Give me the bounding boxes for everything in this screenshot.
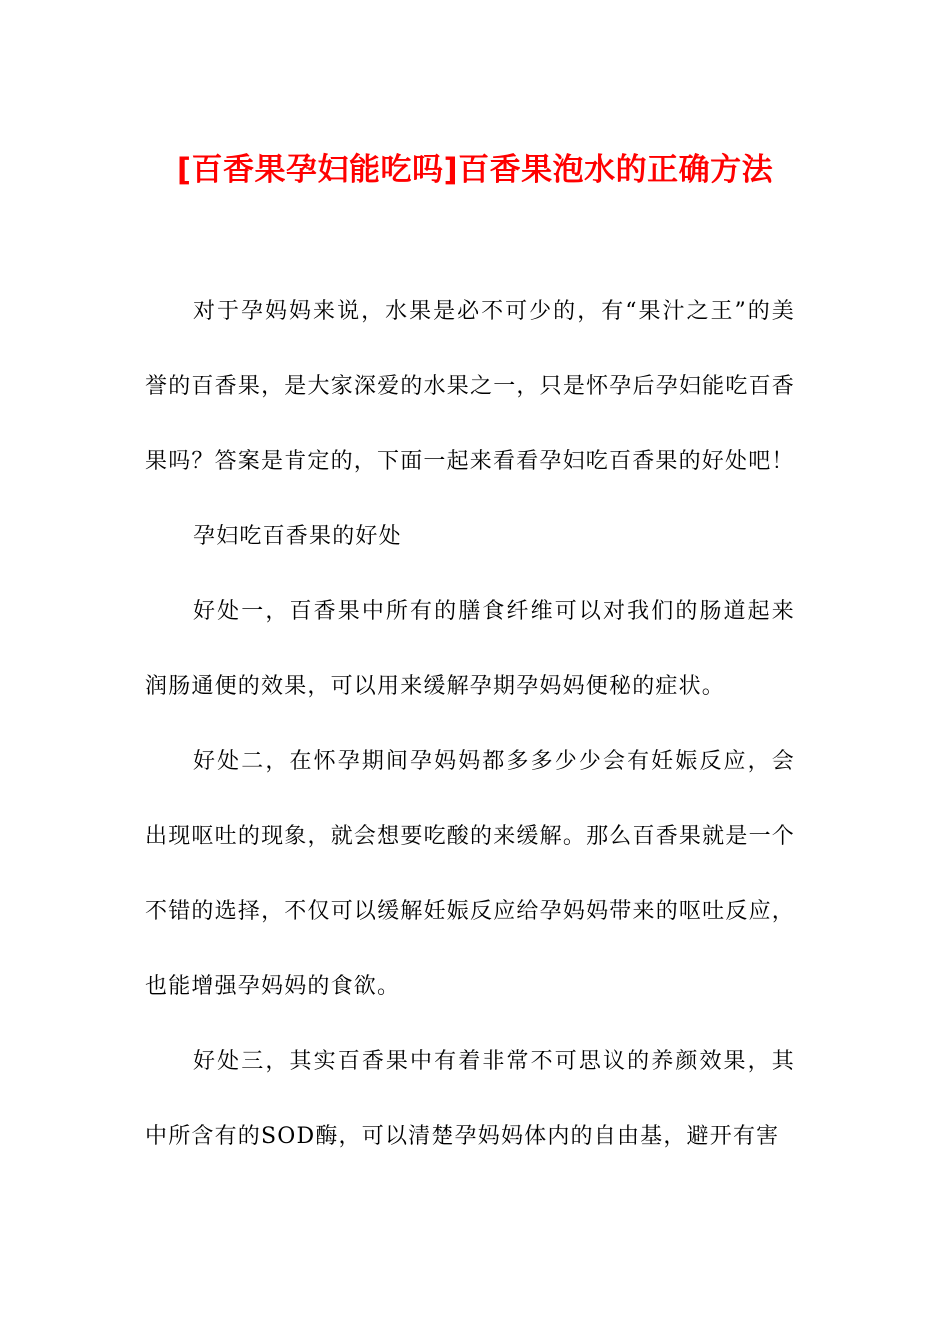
paragraph-benefit-one: 好处一，百香果中所有的膳食纤维可以对我们的肠道起来润肠通便的效果，可以用来缓解孕期孕妈妈便秘的症状。 bbox=[145, 599, 795, 699]
document-body bbox=[145, 274, 795, 1174]
paragraph-benefit-three: 好处三，其实百香果中有着非常不可思议的养颜效果，其中所含有的SOD酶，可以清楚孕妈妈体内的自由基，避开有害 bbox=[145, 1049, 795, 1149]
section-heading-benefits: 孕妇吃百香果的好处 bbox=[193, 524, 402, 549]
paragraph-intro: 对于孕妈妈来说，水果是必不可少的，有“果汁之王”的美誉的百香果，是大家深爱的水果之一，只是怀孕后孕妇能吃百香果吗？答案是肯定的，下面一起来看看孕妇吃百香果的好处吧！ bbox=[145, 299, 795, 474]
document-title: [百香果孕妇能吃吗]百香果泡水的正确方法 bbox=[176, 152, 774, 188]
paragraph-benefit-two: 好处二，在怀孕期间孕妈妈都多多少少会有妊娠反应，会出现呕吐的现象，就会想要吃酸的来缓解。那么百香果就是一个不错的选择，不仅可以缓解妊娠反应给孕妈妈带来的呕吐反应，也能增强孕妈妈的食欲。 bbox=[145, 749, 795, 999]
